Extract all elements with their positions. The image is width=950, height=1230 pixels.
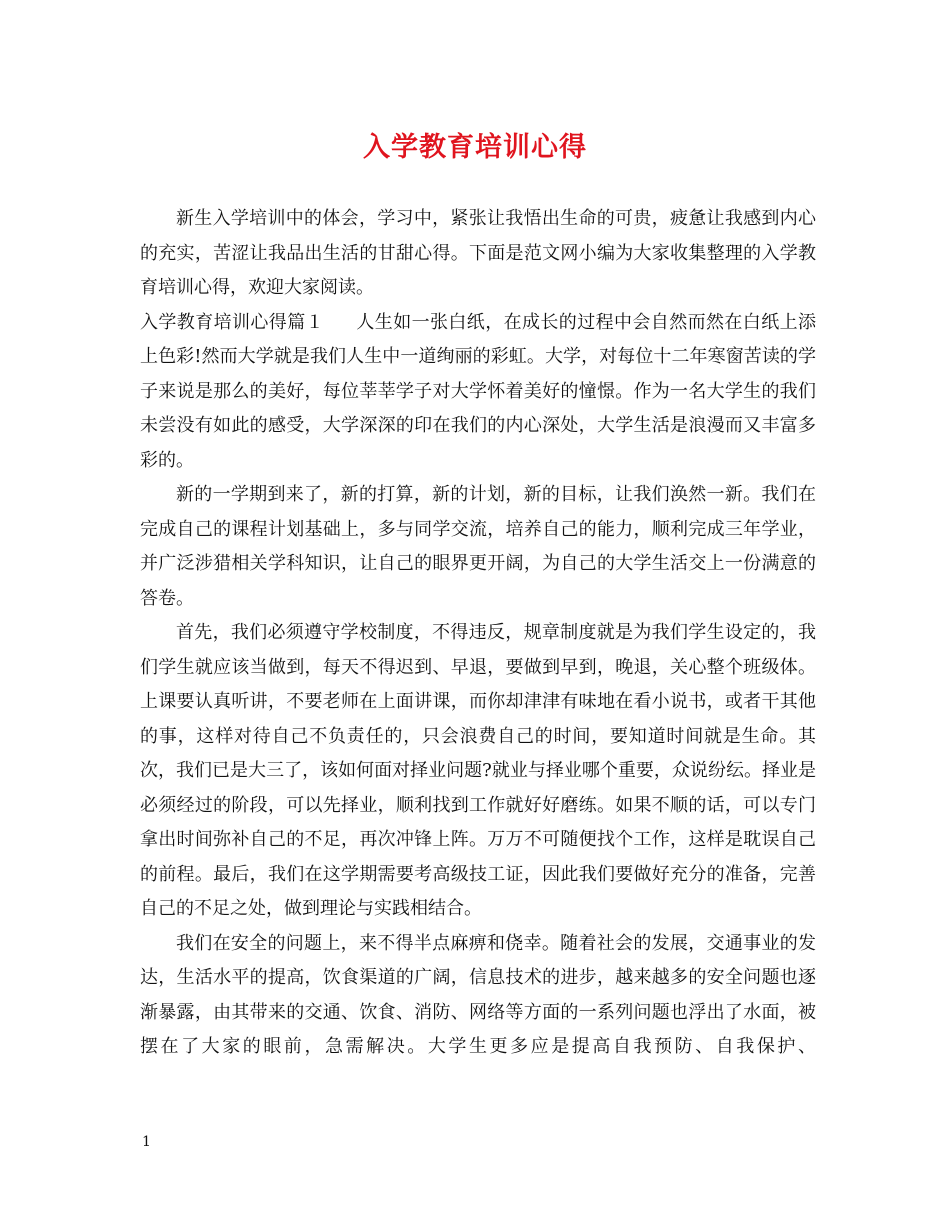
body-paragraph: 新的一学期到来了，新的打算，新的计划，新的目标，让我们涣然一新。我们在完成自己的课程计划基础上，多与同学交流，培养自己的能力，顺利完成三年学业，并广泛涉猎相关学科知识，让自己的眼界更开阔，为自己的大学生活交上一份满意的答卷。 bbox=[140, 484, 816, 609]
page-number: 1 bbox=[142, 1134, 151, 1150]
body-paragraph: 我们在安全的问题上，来不得半点麻痹和侥幸。随着社会的发展，交通事业的发达，生活水平的提高，饮食渠道的广阔，信息技术的进步，越来越多的安全问题也逐渐暴露，由其带来的交通、饮食、消防、网络等方面的一系列问题也浮出了水面，被摆在了大家的眼前，急需解决。大学生更多应是提高自我预防、自我保护、 bbox=[140, 932, 816, 1057]
intro-paragraph: 新生入学培训中的体会，学习中，紧张让我悟出生命的可贵，疲惫让我感到内心的充实，苦涩让我品出生活的甘甜心得。下面是范文网小编为大家收集整理的入学教育培训心得，欢迎大家阅读。 bbox=[140, 208, 816, 298]
document-title: 入学教育培训心得 bbox=[363, 132, 587, 163]
section-first-paragraph-text: 人生如一张白纸，在成长的过程中会自然而然在白纸上添上色彩!然而大学就是我们人生中一道绚丽的彩虹。大学，对每位十二年寒窗苦读的学子来说是那么的美好，每位莘莘学子对大学怀着美好的憧憬。作为一名大学生的我们未尝没有如此的感受，大学深深的印在我们的内心深处，大学生活是浪漫而又丰富多彩的。 bbox=[140, 311, 817, 471]
document-body bbox=[140, 202, 816, 1065]
section-heading: 入学教育培训心得篇１ bbox=[140, 311, 325, 333]
body-paragraph: 首先，我们必须遵守学校制度，不得违反，规章制度就是为我们学生设定的，我们学生就应该当做到，每天不得迟到、早退，要做到早到，晚退，关心整个班级体。上课要认真听讲，不要老师在上面讲课，而你却津津有味地在看小说书，或者干其他的事，这样对待自己不负责任的，只会浪费自己的时间，要知道时间就是生命。其次，我们已是大三了，该如何面对择业问题?就业与择业哪个重要，众说纷纭。择业是必须经过的阶段，可以先择业，顺利找到工作就好好磨练。如果不顺的话，可以专门拿出时间弥补自己的不足，再次冲锋上阵。万万不可随便找个工作，这样是耽误自己的前程。最后，我们在这学期需要考高级技工证，因此我们要做好充分的准备，完善自己的不足之处，做到理论与实践相结合。 bbox=[140, 622, 816, 919]
section-paragraph bbox=[140, 306, 816, 479]
